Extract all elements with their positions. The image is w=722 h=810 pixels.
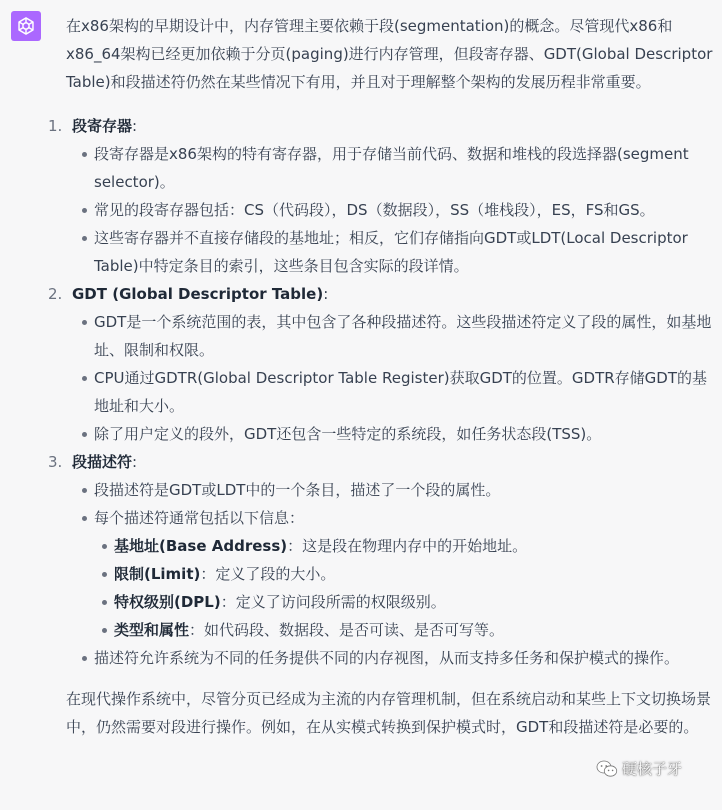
list-item	[72, 504, 718, 644]
list-item: 常见的段寄存器包括：CS（代码段），DS（数据段），SS（堆栈段），ES，FS和GS。	[72, 196, 718, 224]
descriptor-field-limit	[94, 560, 718, 588]
field-term: 特权级别(DPL)	[114, 593, 221, 611]
list-item: GDT是一个系统范围的表，其中包含了各种段描述符。这些段描述符定义了段的属性，如基地址、限制和权限。	[72, 308, 718, 364]
section-item-gdt	[48, 280, 718, 448]
assistant-message	[48, 12, 718, 741]
watermark	[596, 758, 682, 779]
descriptor-field-list	[94, 532, 718, 644]
watermark-text: 硬核子牙	[622, 760, 683, 778]
assistant-avatar	[11, 11, 41, 41]
section-item-segment-registers	[48, 112, 718, 280]
section-title: 段描述符	[72, 453, 133, 471]
list-item: CPU通过GDTR(Global Descriptor Table Register)获取GDT的位置。GDTR存储GDT的基地址和大小。	[72, 364, 718, 420]
field-term: 限制(Limit)	[114, 565, 201, 583]
section-colon: :	[323, 285, 329, 303]
field-term: 基地址(Base Address)	[114, 537, 288, 555]
field-desc: ：这是段在物理内存中的开始地址。	[287, 537, 528, 555]
field-desc: ：定义了段的大小。	[200, 565, 336, 583]
intro-paragraph: 在x86架构的早期设计中，内存管理主要依赖于段(segmentation)的概念。尽管现代x86和x86_64架构已经更加依赖于分页(paging)进行内存管理，但段寄存器、GDT(Global Descriptor Table)和段描述符仍然在某些情况下有用，并且对于理解整个架构的发展历程非常重要。	[66, 17, 713, 91]
descriptor-field-type	[94, 616, 718, 644]
bullet-list	[72, 308, 718, 448]
list-item-text: 每个描述符通常包括以下信息：	[94, 509, 305, 527]
openai-logo-icon	[15, 15, 37, 37]
section-list	[48, 112, 718, 672]
list-item: 除了用户定义的段外，GDT还包含一些特定的系统段，如任务状态段(TSS)。	[72, 420, 718, 448]
list-item: 段描述符是GDT或LDT中的一个条目，描述了一个段的属性。	[72, 476, 718, 504]
descriptor-field-base	[94, 532, 718, 560]
section-number: 3.	[48, 453, 63, 471]
list-item: 段寄存器是x86架构的特有寄存器，用于存储当前代码、数据和堆栈的段选择器(segment selector)。	[72, 140, 718, 196]
section-colon: :	[132, 117, 138, 135]
wechat-icon	[596, 760, 618, 778]
section-item-segment-descriptor	[48, 448, 718, 672]
section-number: 2.	[48, 285, 63, 303]
list-item: 这些寄存器并不直接存储段的基地址；相反，它们存储指向GDT或LDT(Local Descriptor Table)中特定条目的索引，这些条目包含实际的段详情。	[72, 224, 718, 280]
section-title: GDT (Global Descriptor Table)	[72, 285, 324, 303]
section-colon: :	[132, 453, 138, 471]
bullet-list	[72, 476, 718, 672]
list-item: 描述符允许系统为不同的任务提供不同的内存视图，从而支持多任务和保护模式的操作。	[72, 644, 718, 672]
field-term: 类型和属性	[114, 621, 190, 639]
descriptor-field-dpl	[94, 588, 718, 616]
field-desc: ：如代码段、数据段、是否可读、是否可写等。	[189, 621, 505, 639]
bullet-list	[72, 140, 718, 280]
section-number: 1.	[48, 117, 63, 135]
section-title: 段寄存器	[72, 117, 133, 135]
field-desc: ：定义了访问段所需的权限级别。	[220, 593, 446, 611]
outro-paragraph: 在现代操作系统中，尽管分页已经成为主流的内存管理机制，但在系统启动和某些上下文切换场景中，仍然需要对段进行操作。例如，在从实模式转换到保护模式时，GDT和段描述符是必要的。	[66, 690, 712, 736]
